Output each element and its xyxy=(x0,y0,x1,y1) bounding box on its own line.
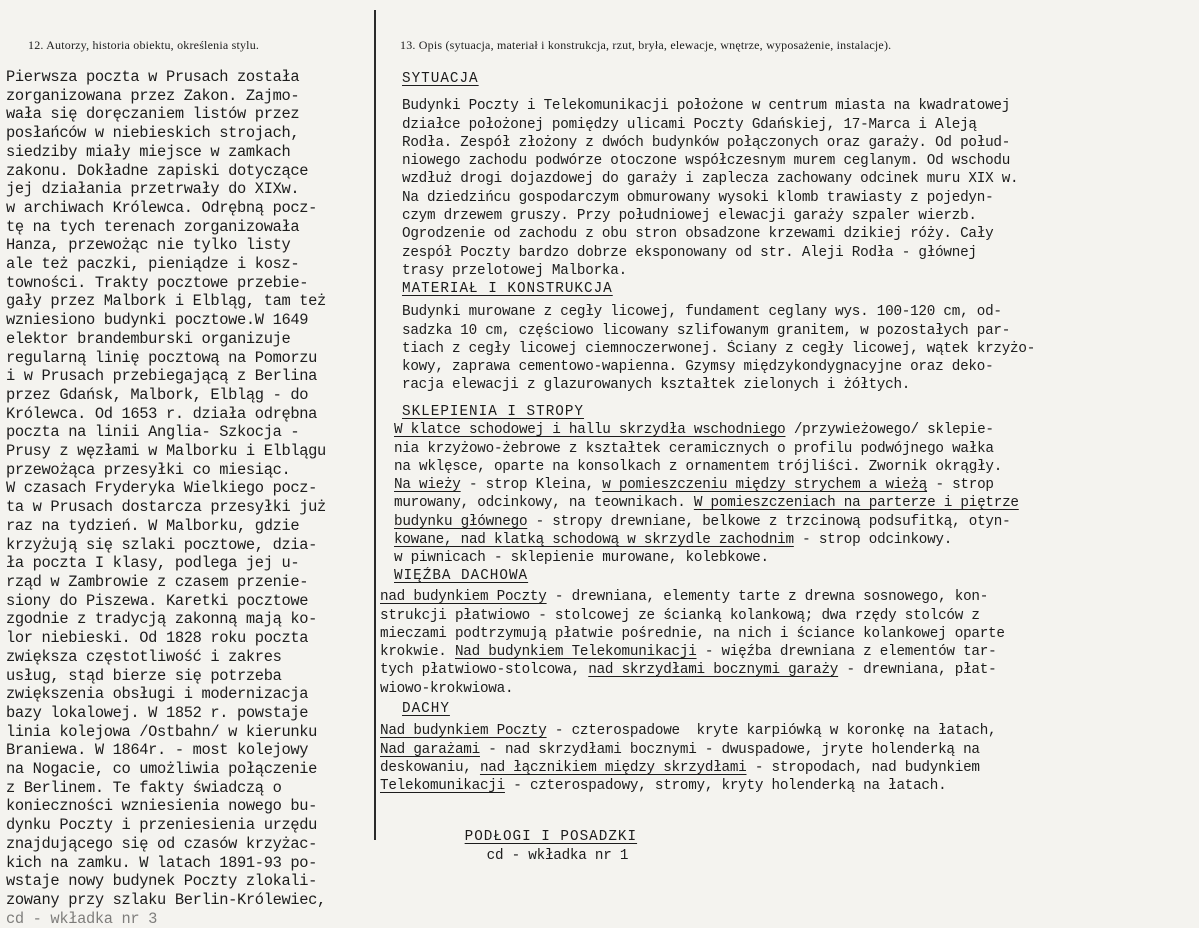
text-line: Nad garażami - nad skrzydłami bocznymi - dwuspadowe, jryte holenderką na xyxy=(380,741,980,758)
history-line: Braniewa. W 1864r. - most kolejowy xyxy=(6,741,309,760)
history-line: regularną linię pocztową na Pomorzu xyxy=(6,348,318,367)
history-line: tę na tych terenach zorganizowała xyxy=(6,217,300,236)
text-line: Telekomunikacji - czterospadowy, stromy, kryty holenderką na łatach. xyxy=(380,778,947,795)
history-line: ale też paczki, pieniądze i kosz- xyxy=(6,255,300,274)
history-line: rząd w Zambrowie z czasem przenie- xyxy=(6,572,309,591)
history-line: usług, stąd bierze się potrzeba xyxy=(6,666,282,685)
material-line: racja elewacji z glazurowanych kształtek zielonych i żółtych. xyxy=(402,377,911,394)
history-line: siony do Piszewa. Karetki pocztowe xyxy=(6,591,309,610)
history-line: bazy lokalowej. W 1852 r. powstaje xyxy=(6,703,309,722)
history-line: dynku Poczty i przeniesienia urzędu xyxy=(6,816,318,835)
sytuacja-line: Rodła. Zespół złożony z dwóch budynków połączonych oraz garaży. Od połud- xyxy=(402,134,1011,151)
header-description: 13. Opis (sytuacja, materiał i konstrukcja, rzut, bryła, elewacje, wnętrze, wyposażenie, instalacje). xyxy=(400,38,892,52)
history-line: siedziby miały miejsce w zamkach xyxy=(6,142,291,161)
heading-sklepienia: SKLEPIENIA I STROPY xyxy=(402,404,585,420)
text-line: Nad budynkiem Poczty - czterospadowe kryte karpiówką w koronkę na łatach, xyxy=(380,723,997,740)
history-line: Pierwsza poczta w Prusach została xyxy=(6,68,300,86)
material-line: Budynki murowane z cegły licowej, fundament ceglany wys. 100-120 cm, od- xyxy=(402,304,1002,321)
sytuacja-body xyxy=(380,97,1195,280)
history-line: Prusy z węzłami w Malborku i Elblągu xyxy=(6,442,326,461)
heading-dachy: DACHY xyxy=(402,701,450,717)
history-line: przez Gdańsk, Malbork, Elbląg - do xyxy=(6,385,309,404)
header-authors-history: 12. Autorzy, historia obiektu, określenia stylu. xyxy=(28,38,260,52)
sklepienia-body xyxy=(380,421,1195,567)
text-line: nad budynkiem Poczty - drewniana, elementy tarte z drewna sosnowego, kon- xyxy=(380,589,989,606)
history-line: przewożąca przesyłki co miesiąc. xyxy=(6,460,291,479)
text-line: budynku głównego - stropy drewniane, belkowe z trzcinową podsufitką, otyn- xyxy=(394,513,1011,530)
history-line: z Berlinem. Te fakty świadczą o xyxy=(6,778,282,797)
material-line: kowy, zaprawa cementowo-wapienna. Gzymsy międzykondygnacyjne oraz deko- xyxy=(402,359,994,376)
heading-sytuacja: SYTUACJA xyxy=(402,71,479,87)
history-line: wała się doręczaniem listów przez xyxy=(6,105,300,124)
section-dachy xyxy=(380,700,1195,795)
sytuacja-line: niowego zachodu podwórze otoczone współczesnym murem ceglanym. Od wschodu xyxy=(402,153,1011,170)
history-line: Hanza, przewożąc nie tylko listy xyxy=(6,236,291,255)
continuation-note: cd - wkładka nr 1 xyxy=(486,847,629,864)
text-line: murowany, odcinkowy, na teownikach. W pomieszczeniach na parterze i piętrze xyxy=(394,495,1019,512)
heading-material: MATERIAŁ I KONSTRUKCJA xyxy=(402,281,613,297)
text-line: wiowo-krokwiowa. xyxy=(380,680,514,697)
sytuacja-line: trasy przelotowej Malborka. xyxy=(402,262,627,279)
text-line: w piwnicach - sklepienie murowane, kolebkowe. xyxy=(394,550,769,567)
sytuacja-line: Na dziedzińcu gospodarczym obmurowany wysoki klomb trawiasty z pojedyn- xyxy=(402,189,994,206)
material-line: sadzka 10 cm, częściowo licowany szlifowanym granitem, w pozostałych par- xyxy=(402,322,1011,339)
history-line: linia kolejowa /Ostbahn/ w kierunku xyxy=(6,722,318,741)
text-line: W klatce schodowej i hallu skrzydła wschodniego /przywieżowego/ sklepie- xyxy=(394,422,994,439)
text-line: strukcji płatwiowo - stolcowej ze ścianką kolankową; dwa rzędy stolców z xyxy=(380,607,980,624)
history-line: cd - wkładka nr 3 xyxy=(6,909,158,928)
history-line: zgodnie z tradycją zakonną mają ko- xyxy=(6,610,318,629)
heading-wiezba: WIĘŹBA DACHOWA xyxy=(394,568,529,584)
history-line: towności. Trakty pocztowe przebie- xyxy=(6,273,309,292)
history-line: ła poczta I klasy, podlega jej u- xyxy=(6,554,300,573)
history-line: posłańców w niebieskich strojach, xyxy=(6,124,300,143)
history-line: Królewca. Od 1653 r. działa odrębna xyxy=(6,404,318,423)
section-wiezba xyxy=(380,567,1195,698)
history-line: konieczności wzniesienia nowego bu- xyxy=(6,797,318,816)
history-line: jej działania przetrwały do XIXw. xyxy=(6,180,300,199)
text-line: na wklęsce, oparte na konsolkach z ornamentem trójliści. Zwornik okrągły. xyxy=(394,458,1003,475)
wiezba-body xyxy=(380,588,1195,698)
history-line: krzyżują się szlaki pocztowe, dzia- xyxy=(6,535,318,554)
dachy-body xyxy=(380,722,1195,795)
heading-podlogi: PODŁOGI I POSADZKI xyxy=(464,829,638,846)
text-line: mieczami podtrzymują płatwie pośrednie, na nich i ściance kolankowej oparte xyxy=(380,625,1005,642)
history-line: ta w Prusach dostarcza przesyłki już xyxy=(6,498,326,517)
section-material xyxy=(380,280,1195,395)
section-podlogi xyxy=(380,810,1195,883)
history-line: i w Prusach przebiegającą z Berlina xyxy=(6,367,318,386)
history-line: zakonu. Dokładne zapiski dotyczące xyxy=(6,161,309,180)
history-line: lor niebieski. Od 1828 roku poczta xyxy=(6,629,309,648)
history-line: wzniesiono budynki pocztowe.W 1649 xyxy=(6,311,309,330)
sytuacja-line: Budynki Poczty i Telekomunikacji położone w centrum miasta na kwadratowej xyxy=(402,98,1011,115)
history-line: zwiększenia obsługi i modernizacja xyxy=(6,685,309,704)
text-line: kowane, nad klatką schodową w skrzydle zachodnim - strop odcinkowy. xyxy=(394,532,953,549)
section-sytuacja xyxy=(380,70,1195,280)
sytuacja-line: działce położonej pomiędzy ulicami Poczty Gdańskiej, 17-Marca i Aleją xyxy=(402,116,977,133)
history-line: kich na zamku. W latach 1891-93 po- xyxy=(6,853,318,872)
history-line: poczta na linii Anglia- Szkocja - xyxy=(6,423,300,442)
history-line: wstaje nowy budynek Poczty zlokali- xyxy=(6,872,318,891)
sytuacja-line: zespół Poczty bardzo dobrze eksponowany od str. Aleji Rodła - głównej xyxy=(402,244,977,261)
text-line: deskowaniu, nad łącznikiem między skrzydłami - stropodach, nad budynkiem xyxy=(380,759,980,776)
text-line: Na wieży - strop Kleina, w pomieszczeniu między strychem a wieżą - strop xyxy=(394,477,994,494)
text-line: tych płatwiowo-stolcowa, nad skrzydłami bocznymi garaży - drewniana, płat- xyxy=(380,662,997,679)
history-line: W czasach Fryderyka Wielkiego pocz- xyxy=(6,479,318,498)
history-line: w archiwach Królewca. Odrębną pocz- xyxy=(6,198,318,217)
history-line: znajdującego się od czasów krzyżac- xyxy=(6,834,318,853)
history-line: zwiększa częstotliwość i zakres xyxy=(6,647,282,666)
text-line: nia krzyżowo-żebrowe z kształtek ceramicznych o profilu podwójnego wałka xyxy=(394,440,994,457)
history-line: gały przez Malbork i Elbląg, tam też xyxy=(6,292,326,311)
sytuacja-line: Ogrodzenie od zachodu z obu stron obsadzone krzewami dzikiej róży. Cały xyxy=(402,226,994,243)
text-line: krokwie. Nad budynkiem Telekomunikacji - więźba drewniana z elementów tar- xyxy=(380,644,997,661)
history-line: zowany przy szlaku Berlin-Królewiec, xyxy=(6,890,326,909)
material-body xyxy=(380,303,1195,394)
sytuacja-line: czym drzewem gruszy. Przy południowej elewacji garaży szpaler wierzb. xyxy=(402,208,977,225)
history-text xyxy=(6,68,376,928)
history-line: zorganizowana przez Zakon. Zajmo- xyxy=(6,86,300,105)
section-sklepienia xyxy=(380,403,1195,568)
history-line: elektor brandemburski organizuje xyxy=(6,329,291,348)
material-line: tiach z cegły licowej ciemnoczerwonej. Ściany z cegły licowej, wątek krzyżo- xyxy=(402,340,1036,357)
history-line: raz na tydzień. W Malborku, gdzie xyxy=(6,516,300,535)
history-line: na Nogacie, co umożliwia połączenie xyxy=(6,760,318,779)
sytuacja-line: wzdłuż drogi dojazdowej do garaży i zaplecza zachowany odcinek muru XIX w. xyxy=(402,171,1019,188)
